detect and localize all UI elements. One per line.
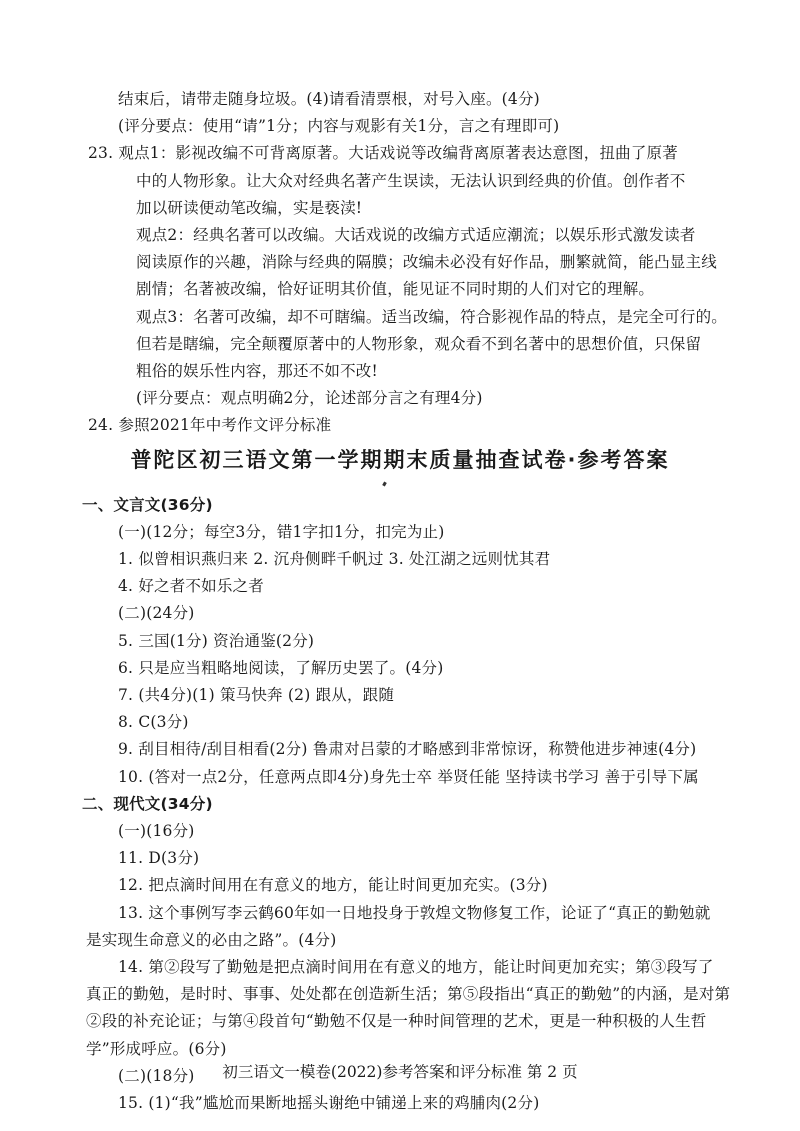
q23-line: 观点3：名著可改编，却不可瞎编。适当改编，符合影视作品的特点，是完全可行的。	[136, 307, 727, 326]
q23-line: 加以研读便动笔改编，实是亵渎!	[136, 198, 363, 217]
scoring-note: (评分要点：使用“请”1分；内容与观影有关1分，言之有理即可)	[118, 117, 560, 136]
answer-line: 6. 只是应当粗略地阅读，了解历史罢了。(4分)	[118, 658, 444, 677]
answer-line: 13. 这个事例写李云鹤60年如一日地投身于敦煌文物修复工作，论证了“真正的勤勉就	[118, 903, 711, 922]
q23-line: 粗俗的娱乐性内容，那还不如不改!	[136, 362, 378, 380]
answer-line: 10. (答对一点2分，任意两点即4分)身先士卒 举贤任能 坚持读书学习 善于引导下属	[118, 767, 699, 786]
answer-line: 14. 第②段写了勤勉是把点滴时间用在有意义的地方，能让时间更加充实；第③段写了	[118, 958, 714, 976]
q23-line: 剧情；名著被改编，恰好证明其价值，能见证不同时期的人们对它的理解。	[136, 280, 655, 299]
q23-line: 中的人物形象。让大众对经典名著产生误读，无法认识到经典的价值。创作者不	[136, 171, 686, 190]
answer-line: 学”形成呼应。(6分)	[86, 1039, 227, 1058]
subsection-heading: (二)(18分)	[118, 1066, 195, 1085]
answer-line: 9. 刮目相待/刮目相看(2分) 鲁肃对吕蒙的才略感到非常惊讶，称赞他进步神速(4分)	[118, 740, 697, 759]
q23-line: 但若是瞎编，完全颠覆原著中的人物形象，观众看不到名著中的思想价值，只保留	[136, 334, 702, 353]
subsection-heading: (一)(16分)	[118, 822, 195, 840]
subsection-heading: (二)(24分)	[118, 604, 195, 623]
section-heading-modern: 二、现代文(34分)	[82, 794, 213, 813]
answer-line: 1. 似曾相识燕归来 2. 沉舟侧畔千帆过 3. 处江湖之远则忧其君	[118, 550, 551, 568]
scoring-note: (评分要点：观点明确2分，论述部分言之有理4分)	[136, 389, 483, 408]
page-title: 普陀区初三语文第一学期期末质量抽查试卷·参考答案	[130, 447, 670, 472]
q23-line: 阅读原作的兴趣，消除与经典的隔膜；改编未必没有好作品，删繁就简，能凸显主线	[136, 253, 717, 272]
section-heading-classical: 一、文言文(36分)	[82, 495, 213, 514]
answer-line: 12. 把点滴时间用在有意义的地方，能让时间更加充实。(3分)	[118, 876, 548, 895]
answer-line: ②段的补充论证；与第④段首句“勤勉不仅是一种时间管理的艺术，更是一种积极的人生哲	[86, 1012, 707, 1031]
subsection-heading: (一)(12分；每空3分，错1字扣1分，扣完为止)	[118, 522, 445, 541]
answer-line: 7. (共4分)(1) 策马快奔 (2) 跟从，跟随	[118, 686, 395, 704]
answer-line: 4. 好之者不如乐之者	[118, 577, 264, 596]
answer-line: 是实现生命意义的必由之路”。(4分)	[86, 930, 337, 949]
answer-line: 真正的勤勉，是时时、事事、处处都在创造新生活；第⑤段指出“真正的勤勉”的内涵，是对第	[86, 985, 731, 1004]
answer-line: 5. 三国(1分) 资治通鉴(2分)	[118, 631, 315, 650]
answer-line: 15. (1)“我”尴尬而果断地摇头谢绝中铺递上来的鸡脯肉(2分)	[118, 1094, 540, 1112]
q23-line: 23. 观点1：影视改编不可背离原著。大话戏说等改编背离原著表达意图，扭曲了原著	[88, 144, 678, 163]
text-line: 结束后，请带走随身垃圾。(4)请看清票根，对号入座。(4分)	[118, 90, 540, 108]
q24-line: 24. 参照2021年中考作文评分标准	[88, 416, 332, 435]
stray-mark	[382, 481, 387, 486]
page-footer: 初三语文一模卷(2022)参考答案和评分标准 第 2 页	[222, 1063, 578, 1081]
answer-line: 11. D(3分)	[118, 849, 200, 868]
q23-line: 观点2：经典名著可以改编。大话戏说的改编方式适应潮流；以娱乐形式激发读者	[136, 226, 696, 244]
answer-line: 8. C(3分)	[118, 713, 189, 732]
